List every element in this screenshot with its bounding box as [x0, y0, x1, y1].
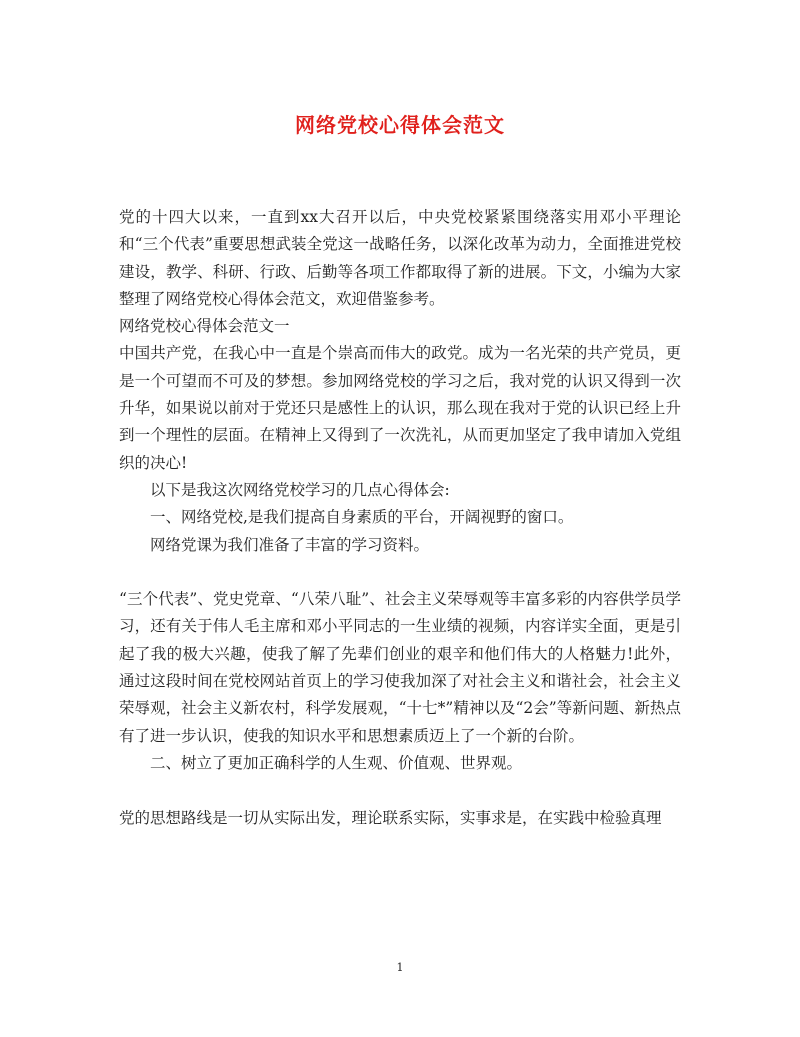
body-paragraph: 网络党课为我们准备了丰富的学习资料。	[150, 535, 430, 554]
intro-paragraph: 党的十四大以来，一直到xx大召开以后，中央党校紧紧围绕落实用邓小平理论和“三个代表”重要思想武装全党这一战略任务，以深化改革为动力，全面推进党校建设，教学、科研、行政、后勤等各项工作都取得了新的进展。下文，小编为大家整理了网络党校心得体会范文，欢迎借鉴参考。	[119, 208, 681, 308]
body-paragraph: 中国共产党，在我心中一直是个崇高而伟大的政党。成为一名光荣的共产党员，更是一个可望而不可及的梦想。参加网络党校的学习之后，我对党的认识又得到一次升华，如果说以前对于党还只是感性上的认识，那么现在我对于党的认识已经上升到一个理性的层面。在精神上又得到了一次洗礼，从而更加坚定了我申请加入党组织的决心!	[119, 344, 681, 472]
body-paragraph: 以下是我这次网络党校学习的几点心得体会:	[150, 480, 450, 499]
paragraph-spacer	[119, 559, 681, 586]
body-paragraph: 党的思想路线是一切从实际出发，理论联系实际，实事求是，在实践中检验真理	[119, 808, 662, 827]
numbered-point: 一、网络党校,是我们提高自身素质的平台，开阔视野的窗口。	[150, 508, 574, 527]
document-body	[119, 204, 681, 832]
page-number: 1	[396, 961, 404, 974]
section-heading: 网络党校心得体会范文一	[119, 317, 290, 336]
document-title: 网络党校心得体会范文	[295, 113, 505, 137]
body-paragraph: “三个代表”、党史党章、“八荣八耻”、社会主义荣辱观等丰富多彩的内容供学员学习，还有关于伟人毛主席和邓小平同志的一生业绩的视频，内容详实全面，更是引起了我的极大兴趣，使我了解了先辈们创业的艰辛和他们伟大的人格魅力!此外，通过这段时间在党校网站首页上的学习使我加深了对社会主义和谐社会，社会主义荣辱观，社会主义新农村，科学发展观，“十七*”精神以及“2会”等新问题、新热点有了进一步认识，使我的知识水平和思想素质迈上了一个新的台阶。	[119, 590, 681, 745]
paragraph-spacer	[119, 777, 681, 804]
numbered-point: 二、树立了更加正确科学的人生观、价值观、世界观。	[150, 753, 523, 772]
